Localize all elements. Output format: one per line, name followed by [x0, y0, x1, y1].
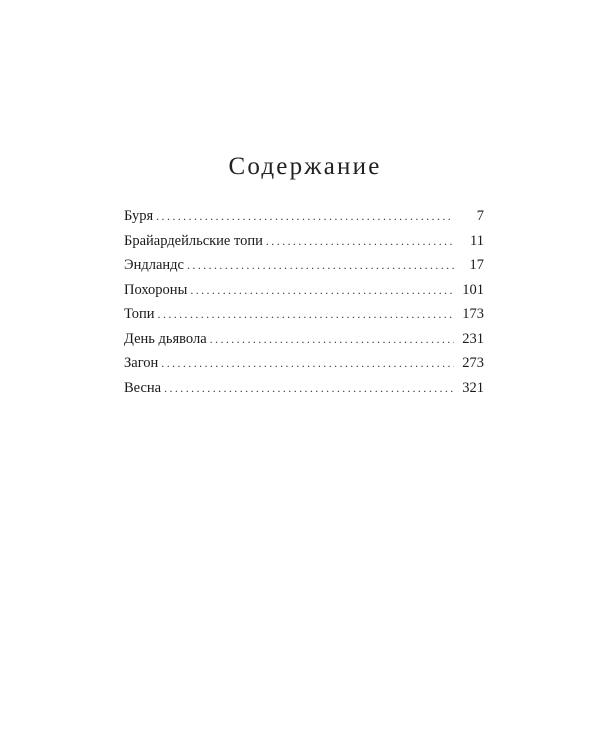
dot-leader — [158, 302, 454, 327]
toc-entry-page: 101 — [462, 281, 484, 298]
toc-entry-page: 17 — [469, 257, 484, 273]
toc-entry — [124, 229, 484, 254]
toc-entry — [124, 302, 484, 327]
dot-leader — [190, 278, 454, 303]
toc-entry-title: Похороны — [124, 281, 188, 298]
toc-entry-page: 321 — [462, 379, 484, 396]
toc-entry-page: 11 — [470, 232, 484, 249]
dot-leader — [164, 376, 454, 401]
dot-leader — [210, 327, 454, 352]
toc-entry — [124, 278, 484, 303]
toc-entry-title: Загон — [124, 355, 159, 371]
toc-entry-title: Буря — [124, 208, 154, 224]
toc-entry — [124, 327, 484, 352]
toc-entry-page: 231 — [462, 330, 484, 347]
toc-entry — [124, 253, 484, 278]
toc-entry-page: 7 — [476, 208, 484, 224]
toc-entry-page: 273 — [462, 355, 484, 371]
toc-entry — [124, 204, 484, 229]
toc-entry-title: Топи — [124, 306, 155, 322]
toc-entry-title: Весна — [124, 379, 162, 396]
dot-leader — [161, 351, 454, 376]
dot-leader — [266, 229, 454, 254]
toc-entry-title: День дьявола — [124, 330, 207, 347]
toc-entry — [124, 351, 484, 376]
toc-title: Содержание — [228, 153, 382, 180]
dot-leader — [187, 253, 454, 278]
toc-entry-title: Эндландс — [124, 257, 184, 273]
toc-entry-title: Брайардейльские топи — [124, 232, 263, 249]
table-of-contents — [124, 204, 484, 400]
toc-entry — [124, 376, 484, 401]
dot-leader — [156, 204, 454, 229]
toc-entry-page: 173 — [462, 306, 484, 322]
